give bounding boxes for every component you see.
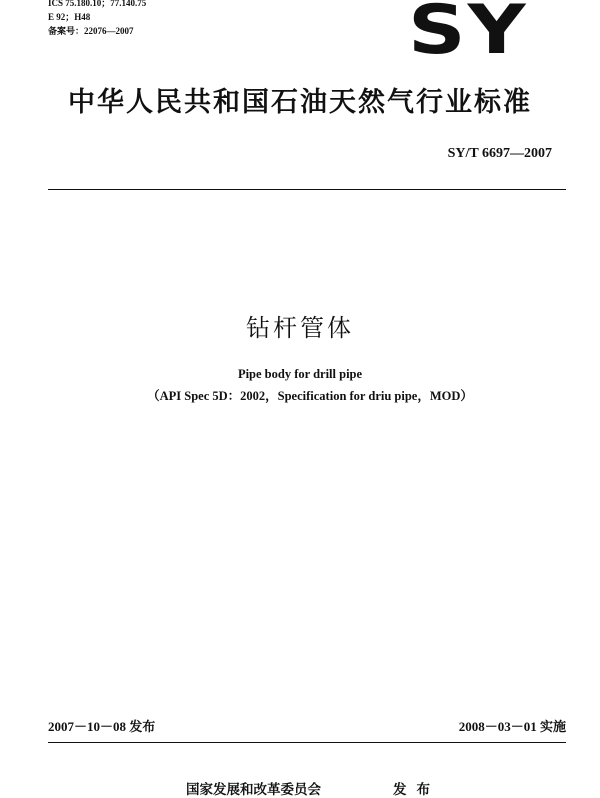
publisher-name: 国家发展和改革委员会 bbox=[186, 782, 321, 798]
top-divider bbox=[48, 189, 566, 190]
ics-code: ICS 75.180.10；77.140.75 bbox=[48, 0, 147, 8]
implementation-date: 2008－03－01 实施 bbox=[458, 719, 566, 734]
document-title-en: Pipe body for drill pipe bbox=[237, 367, 363, 381]
sy-logo: SY bbox=[408, 0, 528, 70]
document-subtitle-en: （API Spec 5D：2002，Specification for driu pipe，MOD） bbox=[147, 389, 473, 403]
industry-standard-title: 中华人民共和国石油天然气行业标准 bbox=[68, 87, 532, 118]
publish-label: 发布 bbox=[393, 782, 440, 798]
bottom-divider bbox=[48, 742, 566, 743]
record-number: 备案号：22076—2007 bbox=[48, 26, 134, 36]
document-title-zh: 钻杆管体 bbox=[246, 314, 354, 342]
classification-codes bbox=[48, 0, 146, 38]
standard-number: SY/T 6697—2007 bbox=[447, 146, 552, 161]
issue-date: 2007－10－08 发布 bbox=[48, 719, 156, 734]
ccs-code: E 92；H48 bbox=[48, 12, 91, 22]
